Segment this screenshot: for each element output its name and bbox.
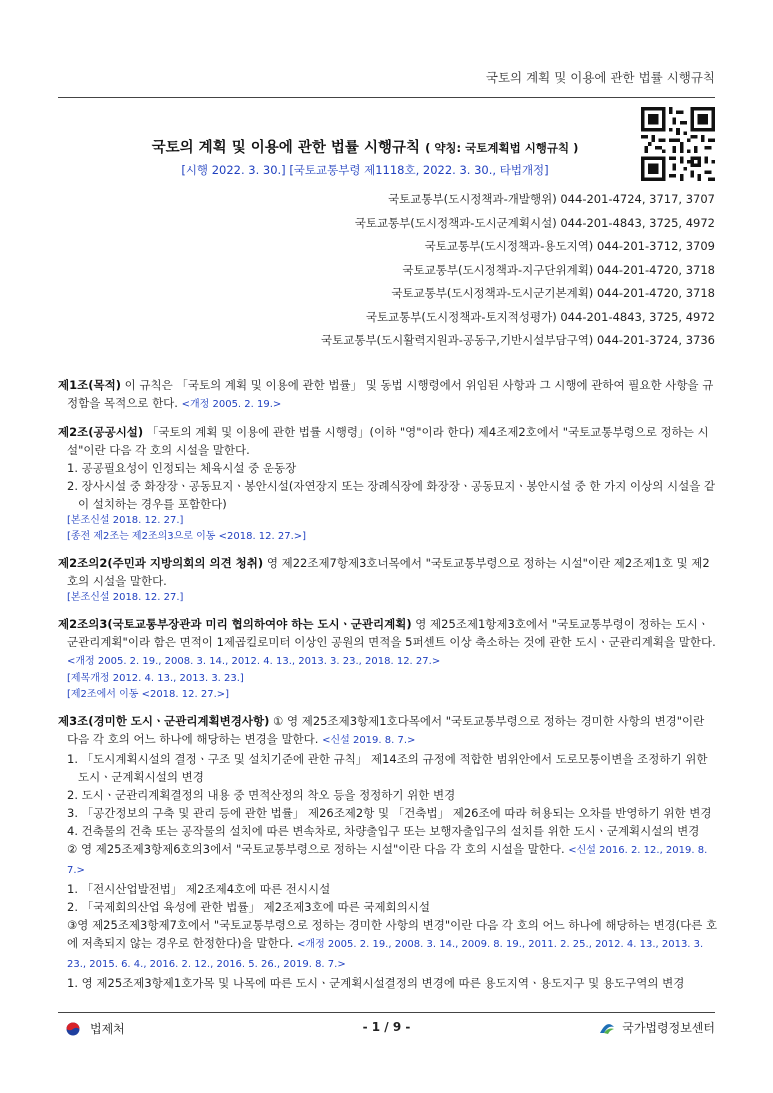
publisher-name: 법제처	[90, 1022, 125, 1036]
footer-divider	[58, 1012, 715, 1013]
article-body-text: 영 제25조제1항제3호에서 "국토교통부령이 정하는 도시ㆍ군관리계획"이라 함은 면적이 1제곱킬로미터 이상인 공원의 면적을 5퍼센트 이상 축소하는 것에 관한 도시ㆍ군관리계획을 말한다.	[67, 617, 716, 649]
document-body	[58, 376, 718, 1001]
article-1	[58, 376, 718, 414]
article-text	[58, 423, 718, 459]
article-body-text: ① 영 제25조제3항제1호다목에서 "국토교통부령으로 정하는 경미한 사항의 변경"이란 다음 각 호의 어느 하나에 해당하는 변경을 말한다.	[67, 714, 705, 746]
paragraph-text: ③영 제25조제3항제7호에서 "국토교통부령으로 정하는 경미한 사항의 변경"이란 다음 각 호의 어느 하나에 해당하는 변경(다른 호에 저촉되지 않는 경우로 한정한다)을 말한다.	[67, 918, 718, 950]
qr-code-icon[interactable]	[641, 107, 715, 181]
footer-source	[598, 1019, 715, 1036]
article-body-text: 영 제22조제7항제3호너목에서 "국토교통부령으로 정하는 시설"이란 제2조제1호 및 제2호의 시설을 말한다.	[67, 556, 710, 588]
amendment-note-link[interactable]: [본조신설 2018. 12. 27.]	[67, 515, 184, 526]
document-title-block	[100, 136, 630, 178]
list-item: 1. 「도시계획시설의 결정ㆍ구조 및 설치기준에 관한 규칙」 제14조의 규정에 적합한 범위안에서 도로모퉁이변을 조정하기 위한 도시ㆍ군계획시설의 변경	[67, 752, 708, 784]
contact-line: 국토교통부(도시정책과-도시군계획시설) 044-201-4843, 3725, 4972	[354, 215, 715, 230]
article-text	[58, 376, 718, 414]
list-item: 1. 「전시산업발전법」 제2조제4호에 따른 전시시설	[67, 882, 331, 896]
article-text	[58, 554, 718, 590]
contact-line: 국토교통부(도시정책과-지구단위계획) 044-201-4720, 3718	[402, 262, 715, 277]
page-number: - 1 / 9 -	[362, 1020, 411, 1034]
article-text	[58, 615, 718, 671]
running-header: 국토의 계획 및 이용에 관한 법률 시행규칙	[485, 70, 715, 85]
article-heading: 제2조의3(국토교통부장관과 미리 협의하여야 하는 도시ㆍ군관리계획)	[58, 617, 412, 631]
contact-list	[321, 191, 715, 356]
article-body-text: 이 규칙은 「국토의 계획 및 이용에 관한 법률」 및 동법 시행령에서 위임된 사항과 그 시행에 관하여 필요한 사항을 규정함을 목적으로 한다.	[67, 378, 714, 410]
list-item: 2. 도시ㆍ군관리계획결정의 내용 중 면적산정의 착오 등을 정정하기 위한 변경	[67, 788, 456, 802]
amendment-note-link[interactable]: [종전 제2조는 제2조의3으로 이동 <2018. 12. 27.>]	[67, 531, 307, 542]
amendment-link[interactable]: <신설 2019. 8. 7.>	[322, 735, 416, 746]
title-main: 국토의 계획 및 이용에 관한 법률 시행규칙	[151, 140, 420, 156]
paragraph-3	[58, 916, 718, 974]
list-item: 4. 건축물의 건축 또는 공작물의 설치에 따른 변속차로, 차량출입구 또는 보행자출입구의 설치를 위한 도시ㆍ군계획시설의 변경	[67, 824, 700, 838]
amendment-link[interactable]: <개정 2005. 2. 19., 2008. 3. 14., 2012. 4. 13., 2013. 3. 23., 2018. 12. 27.>	[67, 656, 441, 667]
paragraph-text: ② 영 제25조제3항제6호의3에서 "국토교통부령으로 정하는 시설"이란 다음 각 호의 시설을 말한다.	[67, 842, 569, 856]
paragraph-2	[58, 840, 718, 880]
article-body-text: 「국토의 계획 및 이용에 관한 법률 시행령」(이하 "영"이라 한다) 제4조제2호에서 "국토교통부령으로 정하는 시설"이란 다음 각 호의 시설을 말한다.	[67, 425, 709, 457]
article-3	[58, 712, 718, 992]
amendment-link[interactable]: <개정 2005. 2. 19.>	[181, 399, 282, 410]
amendment-link[interactable]: <개정 2005. 2. 19., 2008. 3. 14., 2009. 8. 19., 2011. 2. 25., 2012. 4. 13., 2013. 3. 23., 2015. 6. 4., 2016. 2. 12., 2016. 5. 26., 2019. 8. 7.>	[67, 939, 704, 970]
amendment-note-link[interactable]: [본조신설 2018. 12. 27.]	[67, 592, 184, 603]
law-center-logo-icon	[598, 1021, 616, 1035]
header-divider	[58, 97, 715, 98]
list-item: 3. 「공간정보의 구축 및 관리 등에 관한 법률」 제26조제2항 및 「건축법」 제26조에 따라 허용되는 오차를 반영하기 위한 변경	[67, 806, 712, 820]
amendment-note-link[interactable]: [제2조에서 이동 <2018. 12. 27.>]	[67, 689, 230, 700]
document-title	[100, 136, 630, 157]
amendment-link[interactable]: <신설 2016. 2. 12., 2019. 8. 7.>	[67, 845, 708, 876]
list-item: 2. 장사시설 중 화장장ㆍ공동묘지ㆍ봉안시설(자연장지 또는 장례식장에 화장장ㆍ공동묘지ㆍ봉안시설 중 한 가지 이상의 시설을 같이 설치하는 경우를 포함한다)	[67, 479, 716, 511]
list-item: 2. 「국제회의산업 육성에 관한 법률」 제2조제3호에 따른 국제회의시설	[67, 900, 431, 914]
article-text	[58, 712, 718, 750]
source-name: 국가법령정보센터	[622, 1021, 715, 1035]
amendment-note-link[interactable]: [제목개정 2012. 4. 13., 2013. 3. 23.]	[67, 673, 244, 684]
article-heading: 제3조(경미한 도시ㆍ군관리계획변경사항)	[58, 714, 270, 728]
article-heading: 제1조(목적)	[58, 378, 121, 392]
enforcement-info-link[interactable]: [시행 2022. 3. 30.] [국토교통부령 제1118호, 2022. 3. 30., 타법개정]	[181, 163, 549, 177]
article-2	[58, 423, 718, 545]
article-heading: 제2조의2(주민과 지방의회의 의견 청취)	[58, 556, 264, 570]
contact-line: 국토교통부(도시정책과-용도지역) 044-201-3712, 3709	[424, 239, 715, 253]
contact-line: 국토교통부(도시정책과-개발행위) 044-201-4724, 3717, 3707	[388, 192, 715, 206]
article-heading: 제2조(공공시설)	[58, 425, 144, 439]
contact-line: 국토교통부(도시활력지원과-공동구,기반시설부담구역) 044-201-3724, 3736	[321, 333, 715, 347]
article-2-2	[58, 554, 718, 606]
list-item: 1. 영 제25조제3항제1호가목 및 나목에 따른 도시ㆍ군계획시설결정의 변경에 따른 용도지역ㆍ용도지구 및 용도구역의 변경	[67, 976, 685, 990]
article-2-3	[58, 615, 718, 703]
contact-line: 국토교통부(도시정책과-도시군기본계획) 044-201-4720, 3718	[391, 286, 715, 300]
title-abbreviation: ( 약칭: 국토계획법 시행규칙 )	[425, 141, 579, 155]
list-item: 1. 공공필요성이 인정되는 체육시설 중 운동장	[67, 461, 297, 475]
contact-line: 국토교통부(도시정책과-토지적성평가) 044-201-4843, 3725, 4972	[365, 309, 715, 324]
